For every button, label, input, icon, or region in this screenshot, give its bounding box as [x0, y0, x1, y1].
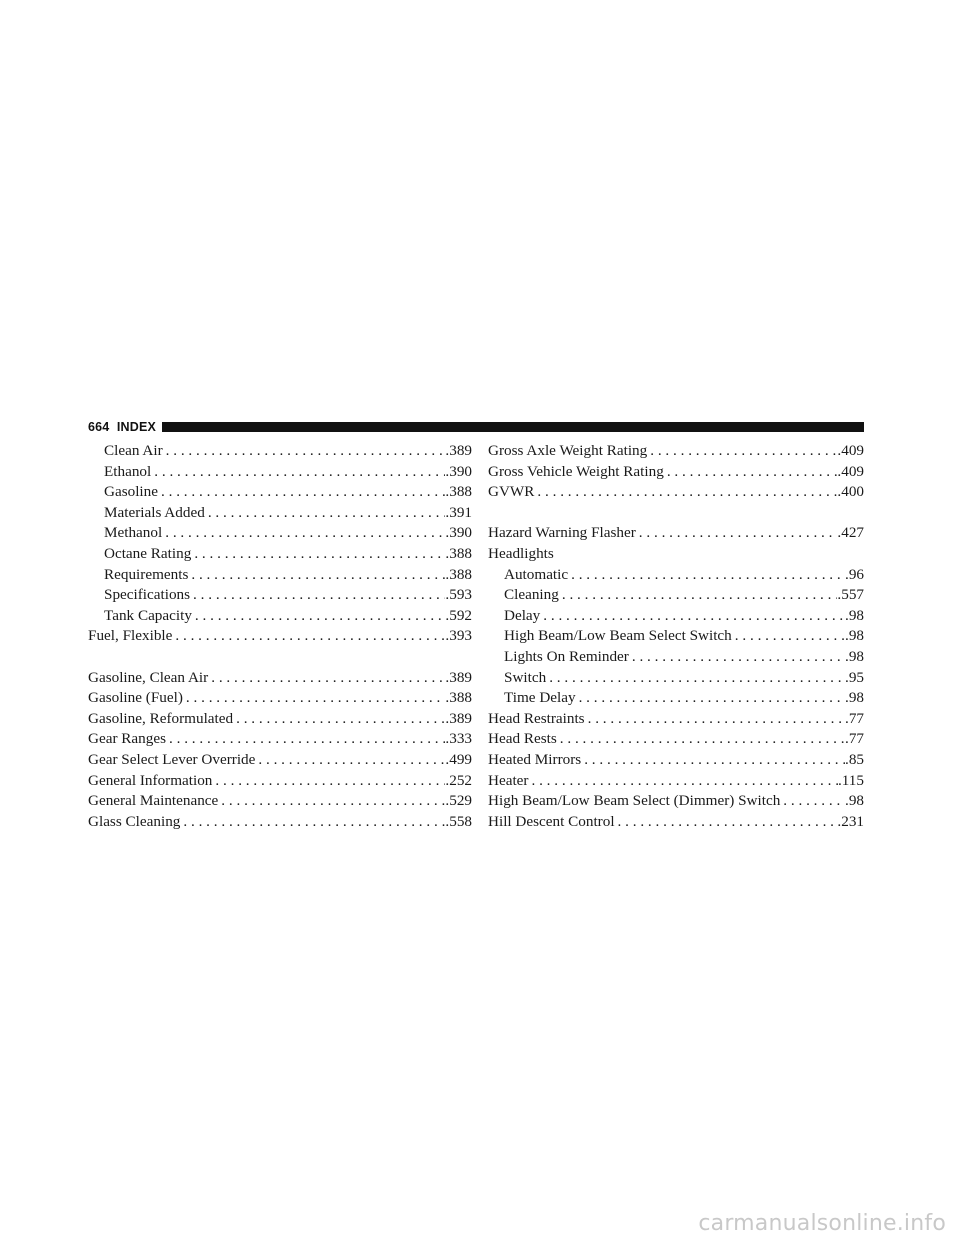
- index-entry-label: Gross Vehicle Weight Rating: [488, 462, 664, 480]
- dot-leader: [183, 688, 446, 709]
- index-subentry: [88, 585, 472, 606]
- index-entry: [88, 791, 472, 812]
- index-entry-page: .98: [845, 647, 864, 665]
- dot-leader: [191, 544, 445, 565]
- index-entry-page: .529: [445, 792, 472, 810]
- dot-leader: [162, 523, 445, 544]
- index-subentry: [488, 565, 864, 586]
- index-entry: [488, 791, 864, 812]
- index-entry-page: .98: [845, 689, 864, 707]
- index-entry: [488, 729, 864, 750]
- index-entry-page: .98: [845, 792, 864, 810]
- index-entry-label: Gross Axle Weight Rating: [488, 442, 648, 459]
- dot-leader: [629, 647, 845, 668]
- watermark: carmanualsonline.info: [698, 1211, 946, 1236]
- index-entry: [88, 729, 472, 750]
- index-entry-page: .388: [445, 689, 472, 707]
- index-subentry: [88, 606, 472, 627]
- index-entry-page: .499: [445, 750, 472, 768]
- index-entry-page: .558: [445, 812, 472, 830]
- dot-leader: [158, 482, 445, 503]
- index-entry-label: Time Delay: [504, 689, 576, 707]
- index-subentry: [88, 482, 472, 503]
- index-entry-label: Delay: [504, 606, 541, 624]
- index-subentry: [488, 585, 864, 606]
- index-entry-label: Heated Mirrors: [488, 750, 582, 768]
- index-entry-page: .77: [845, 709, 864, 727]
- page-number: 664: [88, 420, 110, 434]
- index-column-right: [488, 441, 864, 832]
- index-entry-label: Headlights: [488, 544, 554, 562]
- dot-leader: [180, 812, 445, 833]
- index-subentry: [488, 668, 864, 689]
- index-subentry: [88, 441, 472, 462]
- index-entry: [488, 750, 864, 771]
- index-subentry: [88, 503, 472, 524]
- index-subentry: [488, 647, 864, 668]
- dot-leader: [576, 688, 845, 709]
- dot-leader: [568, 565, 845, 586]
- index-entry-page: .390: [445, 462, 472, 480]
- index-subentry: [88, 462, 472, 483]
- index-entry-page: .85: [845, 750, 864, 768]
- index-entry-label: Gear Select Lever Override: [88, 750, 256, 768]
- index-entry-page: .98: [845, 627, 864, 645]
- dot-leader: [172, 626, 445, 647]
- index-entry-label: Clean Air: [104, 442, 163, 459]
- index-subentry: [88, 523, 472, 544]
- index-entry-page: .95: [845, 668, 864, 686]
- index-entry: [488, 812, 864, 833]
- index-entry: [488, 482, 864, 503]
- index-entry-label: Gasoline: [104, 483, 158, 501]
- dot-leader: [151, 462, 445, 483]
- index-entry-label: Tank Capacity: [104, 606, 192, 624]
- index-entry-page: .400: [837, 483, 864, 501]
- index-subentry: [488, 626, 864, 647]
- dot-leader: [647, 441, 837, 462]
- index-subentry: [488, 606, 864, 627]
- dot-leader: [546, 668, 845, 689]
- index-entry-page: .593: [445, 586, 472, 604]
- dot-leader: [780, 791, 845, 812]
- index-entry-label: General Maintenance: [88, 792, 219, 810]
- index-column-left: [88, 441, 472, 832]
- index-entry-label: Gear Ranges: [88, 730, 167, 748]
- index-entry-label: Ethanol: [104, 462, 152, 480]
- dot-leader: [559, 585, 838, 606]
- index-spacer: [488, 503, 864, 524]
- index-entry-page: .389: [445, 668, 472, 686]
- index-entry-page: .592: [445, 606, 472, 624]
- index-entry-label: Requirements: [104, 565, 189, 583]
- index-entry-label: GVWR: [488, 483, 535, 501]
- index-entry-label: Methanol: [104, 524, 163, 542]
- index-entry-page: .427: [837, 524, 864, 542]
- page-header: [88, 417, 864, 437]
- dot-leader: [636, 523, 838, 544]
- index-entry-label: Fuel, Flexible: [88, 627, 173, 645]
- dot-leader: [732, 626, 845, 647]
- index-entry-label: Heater: [488, 771, 529, 789]
- index-entry: [88, 688, 472, 709]
- dot-leader: [163, 441, 446, 462]
- dot-leader: [166, 729, 445, 750]
- index-entry-page: .409: [837, 462, 864, 480]
- index-entry-page: .252: [445, 771, 472, 789]
- index-entry-page: .388: [445, 483, 472, 501]
- index-entry-label: Materials Added: [104, 503, 205, 521]
- index-entry: [88, 709, 472, 730]
- index-entry-page: .389: [445, 709, 472, 727]
- index-entry-label: Gasoline, Reformulated: [88, 709, 234, 727]
- index-entry-label: Glass Cleaning: [88, 812, 181, 830]
- index-entry-page: .388: [445, 544, 472, 562]
- index-entry: [88, 750, 472, 771]
- index-entry-label: Automatic: [504, 565, 569, 583]
- dot-leader: [615, 812, 838, 833]
- index-entry-label: Gasoline (Fuel): [88, 689, 183, 707]
- index-entry-page: .557: [837, 586, 864, 604]
- page-header-text: [88, 420, 162, 434]
- index-heading: [488, 544, 864, 565]
- header-rule: [162, 422, 864, 432]
- dot-leader: [585, 709, 845, 730]
- dot-leader: [255, 750, 445, 771]
- dot-leader: [190, 585, 445, 606]
- index-entry-label: Gasoline, Clean Air: [88, 668, 209, 686]
- index-entry: [88, 812, 472, 833]
- index-entry-label: Octane Rating: [104, 544, 192, 562]
- index-entry-page: .77: [845, 730, 864, 748]
- index-spacer: [88, 647, 472, 668]
- index-subentry: [88, 565, 472, 586]
- index-entry-label: General Information: [88, 771, 213, 789]
- index-entry-page: .391: [445, 503, 472, 521]
- dot-leader: [233, 709, 445, 730]
- dot-leader: [208, 668, 445, 689]
- index-entry-label: High Beam/Low Beam Select (Dimmer) Switch: [488, 792, 781, 810]
- index-entry-page: .393: [445, 627, 472, 645]
- dot-leader: [534, 482, 837, 503]
- index-subentry: [88, 544, 472, 565]
- index-entry: [488, 523, 864, 544]
- section-title: INDEX: [116, 420, 157, 434]
- index-entry: [488, 441, 864, 462]
- index-entry-label: Cleaning: [504, 586, 559, 604]
- index-subentry: [488, 688, 864, 709]
- dot-leader: [557, 729, 845, 750]
- dot-leader: [212, 771, 445, 792]
- index-entry: [488, 771, 864, 792]
- dot-leader: [540, 606, 845, 627]
- index-entry-label: Switch: [504, 668, 547, 686]
- dot-leader: [528, 771, 838, 792]
- index-entry-page: .390: [445, 524, 472, 542]
- dot-leader: [192, 606, 446, 627]
- dot-leader: [205, 503, 446, 524]
- index-entry: [488, 709, 864, 730]
- index-entry-page: .96: [845, 565, 864, 583]
- index-entry: [488, 462, 864, 483]
- index-entry: [88, 771, 472, 792]
- index-entry: [88, 626, 472, 647]
- index-entry-page: .231: [837, 812, 864, 830]
- index-entry-label: Head Restraints: [488, 709, 585, 727]
- index-entry-label: Lights On Reminder: [504, 647, 629, 665]
- index-entry-label: Hazard Warning Flasher: [488, 524, 636, 542]
- index-entry-page: .333: [445, 730, 472, 748]
- index-entry-page: .388: [445, 565, 472, 583]
- index-entry: [88, 668, 472, 689]
- index-entry-label: High Beam/Low Beam Select Switch: [504, 627, 732, 645]
- index-entry-label: Specifications: [104, 586, 191, 604]
- dot-leader: [218, 791, 445, 812]
- index-entry-page: .389: [445, 442, 472, 459]
- dot-leader: [188, 565, 445, 586]
- index-entry-label: Head Rests: [488, 730, 557, 748]
- dot-leader: [581, 750, 845, 771]
- index-entry-page: .409: [837, 442, 864, 459]
- dot-leader: [664, 462, 838, 483]
- index-entry-page: .115: [837, 771, 864, 789]
- index-entry-page: .98: [845, 606, 864, 624]
- index-entry-label: Hill Descent Control: [488, 812, 615, 830]
